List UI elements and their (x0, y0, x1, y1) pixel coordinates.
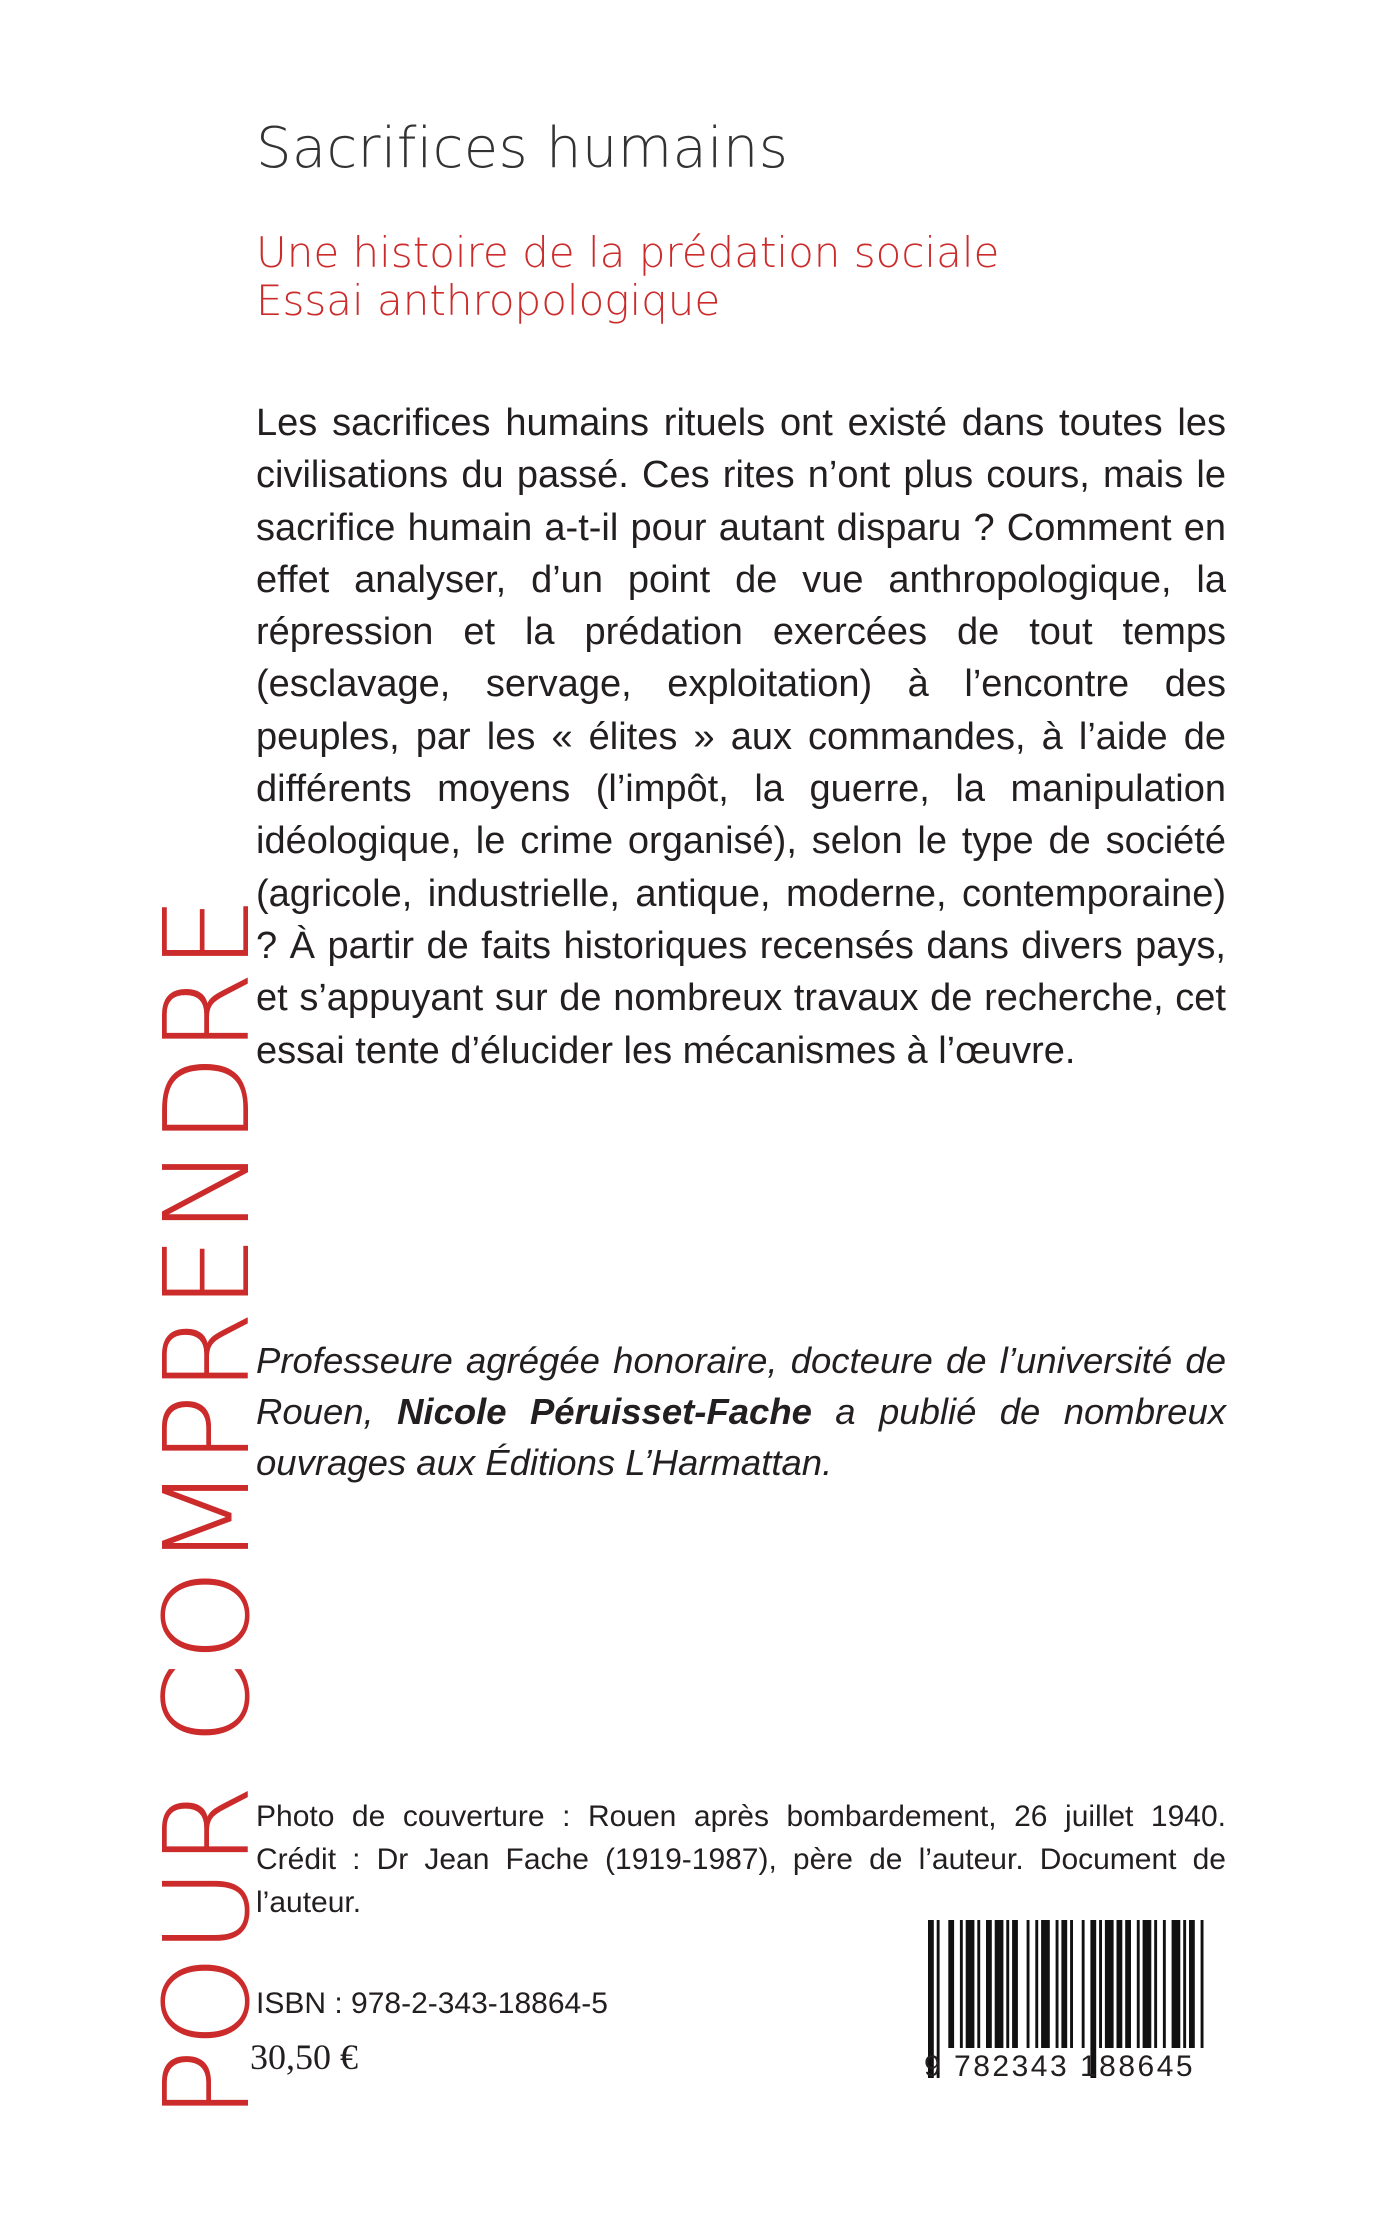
barcode-bar (948, 1920, 954, 2048)
book-subtitle: Une histoire de la prédation sociale (256, 228, 1000, 277)
barcode-bar (1201, 1920, 1204, 2048)
barcode-bar (1082, 1920, 1085, 2048)
barcode-bar (1125, 1920, 1131, 2048)
barcode-bar (1012, 1920, 1018, 2048)
barcode-bar (1163, 1920, 1166, 2048)
barcode-bar (995, 1920, 1004, 2048)
barcode-bar (1172, 1920, 1181, 2048)
barcode-bar (1117, 1920, 1123, 2048)
author-bio-intro: Professeure agrégée honoraire, docteure de l’université de Rouen, (256, 1340, 1226, 1432)
barcode-bar (1041, 1920, 1050, 2048)
barcode-bar (1154, 1920, 1157, 2048)
barcode-digits: 9 782343 188645 (924, 2050, 1196, 2083)
barcode-bar (966, 1920, 975, 2048)
barcode-bar (977, 1920, 980, 2048)
series-name: POUR COMPRENDRE (138, 894, 276, 2120)
author-bio-outro: a publié de nombreux ouvrages aux Éditions L’Harmattan. (256, 1391, 1227, 1483)
barcode-bar (1035, 1920, 1038, 2048)
barcode-bar (1105, 1920, 1114, 2048)
author-bio (256, 1335, 1226, 1488)
author-name: Nicole Péruisset-Fache (397, 1391, 812, 1432)
barcode-bar (960, 1920, 963, 2048)
barcode-bar (1189, 1920, 1195, 2048)
barcode-bar (1061, 1920, 1067, 2048)
barcode-bar (1183, 1920, 1186, 2048)
book-title: Sacrifices humains (256, 116, 789, 181)
photo-credit: Photo de couverture : Rouen après bombardement, 26 juillet 1940. Crédit : Dr Jean Fache (1919-1987), père de l’auteur. Document de l’auteur. (256, 1800, 1226, 1919)
isbn: ISBN : 978-2-343-18864-5 (256, 1987, 608, 2020)
price: 30,50 € (250, 2037, 358, 2077)
barcode-bar (1027, 1920, 1030, 2048)
barcode-bar (1143, 1920, 1152, 2048)
barcode-bar (1070, 1920, 1073, 2048)
barcode-bar (1006, 1920, 1009, 2048)
back-cover-summary: Les sacrifices humains rituels ont existé dans toutes les civilisations du passé. Ces rites n’ont plus cours, mais le sacrifice humain a-t-il pour autant disparu ? Comment en effet analyser, d’un point de vue anthropologique, la répression et la prédation exercées de tout temps (esclavage, servage, exploitation) à l’encontre des peuples, par les « élites » aux commandes, à l’aide de différents moyens (l’impôt, la guerre, la manipulation idéologique, le crime organisé), selon le type de société (agricole, industrielle, antique, moderne, contemporaine) ? À partir de faits historiques recensés dans divers pays, et s’appuyant sur de nombreux travaux de recherche, cet essai tente d’élucider les mécanismes à l’œuvre. (256, 402, 1226, 1072)
barcode-bar (1137, 1920, 1140, 2048)
barcode-bar (986, 1920, 992, 2048)
barcode-bar (1056, 1920, 1059, 2048)
barcode-bar (1099, 1920, 1102, 2048)
book-genre: Essai anthropologique (256, 276, 721, 325)
